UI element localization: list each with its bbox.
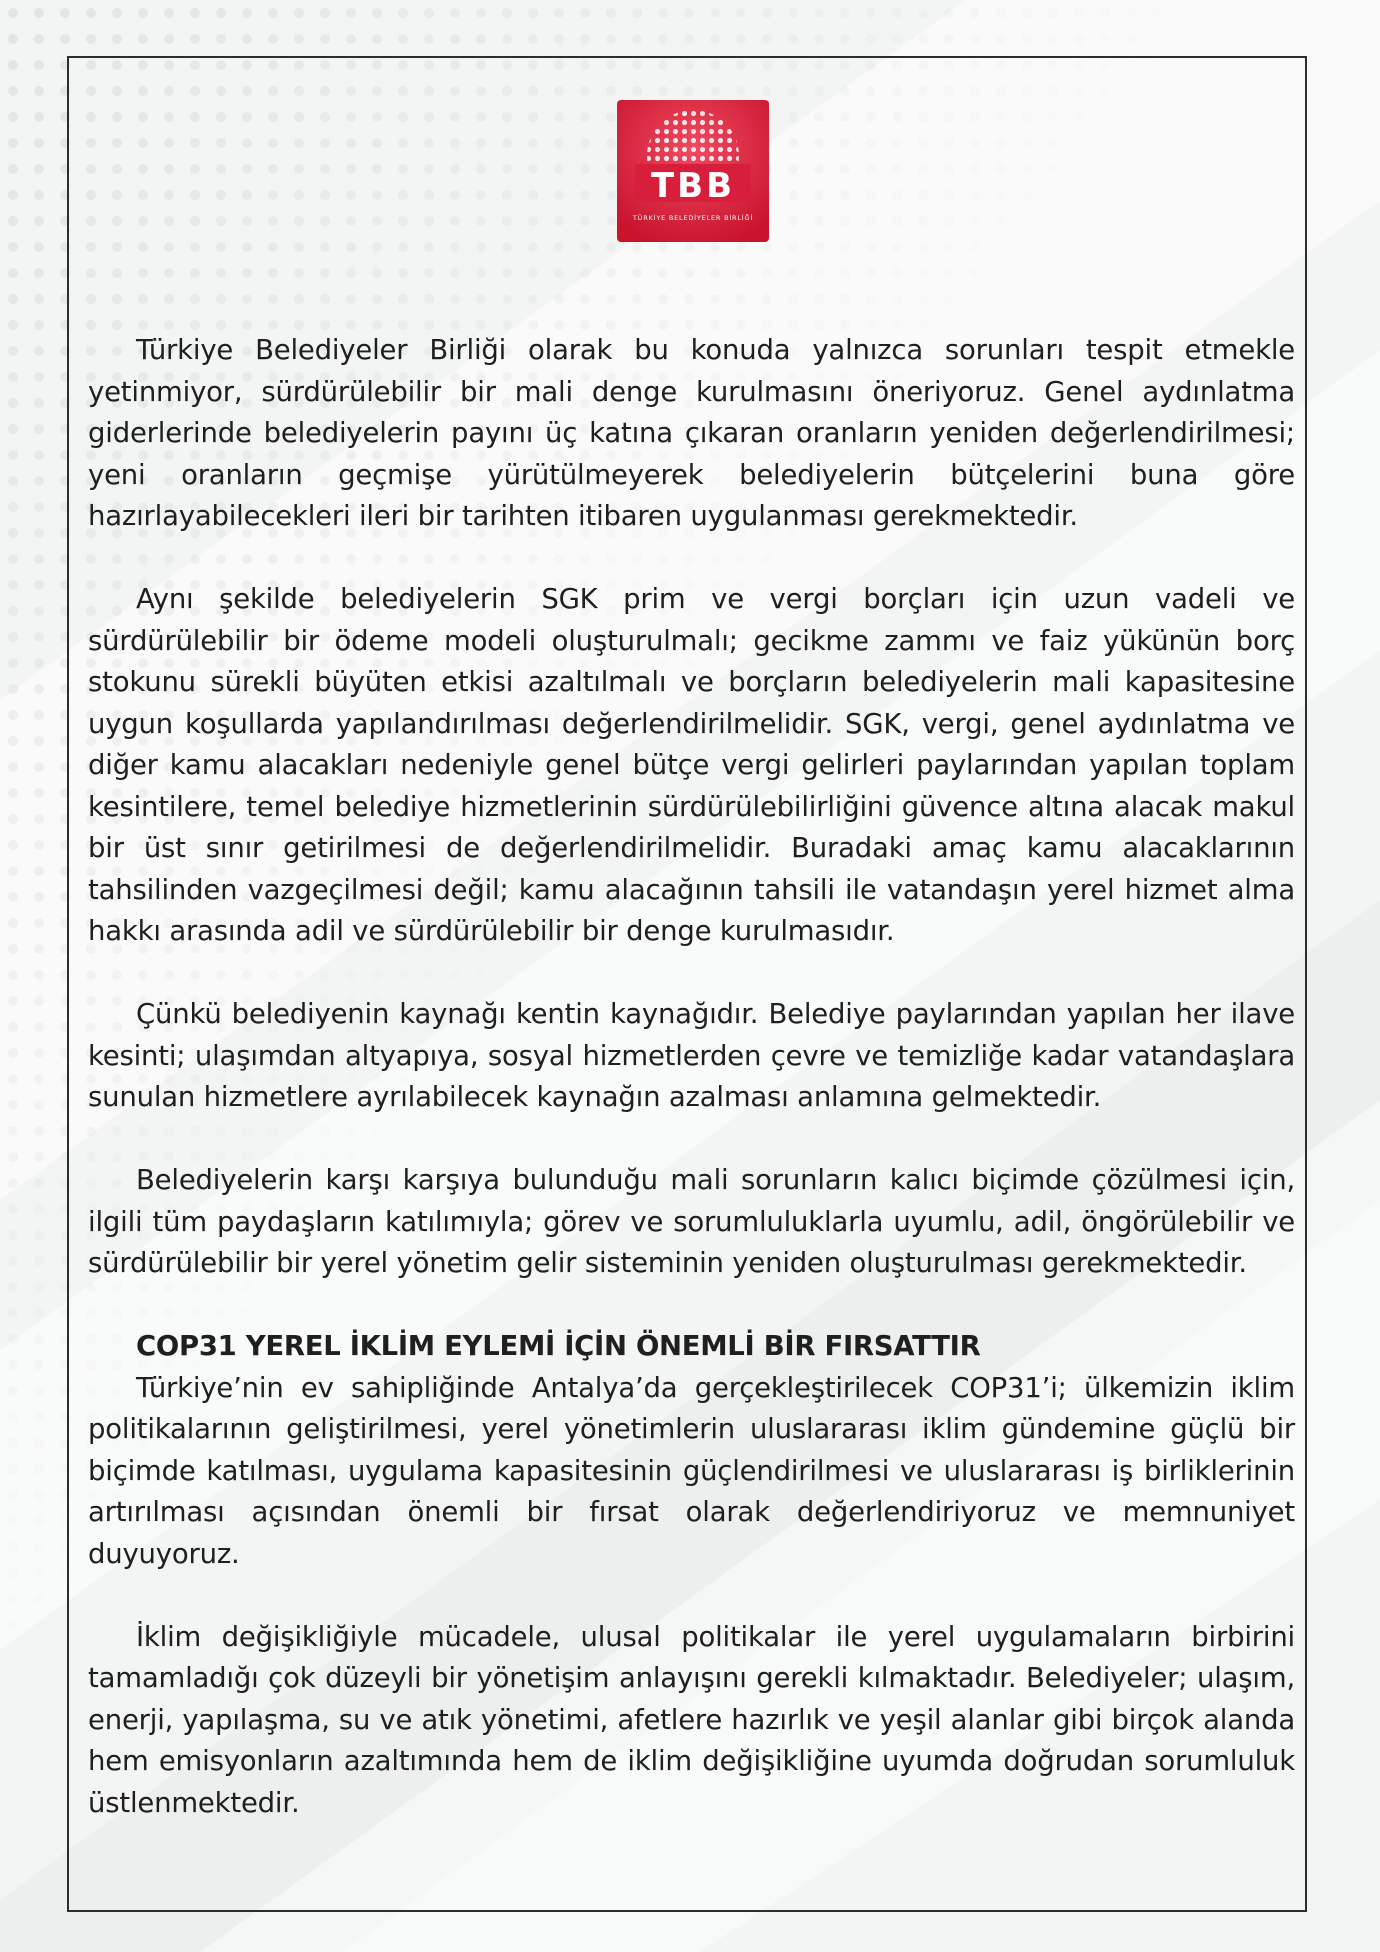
section-heading: COP31 YEREL İKLİM EYLEMİ İÇİN ÖNEMLİ BİR FIRSATTIR [136,1330,981,1362]
paragraph: İklim değişikliğiyle mücadele, ulusal politikalar ile yerel uygulamaların birbirini tamamladığı çok düzeyli bir yönetişim anlayışını gerekli kılmaktadır. Belediyeler; ulaşım, enerji, yapılaşma, su ve atık yönetimi, afetlere hazırlık ve yeşil alanlar gibi birçok alanda hem emisyonların azaltımında hem de iklim değişikliğine uyumda doğrudan sorumluluk üstlenmektedir. [88,1620,1295,1819]
paragraph: Belediyelerin karşı karşıya bulunduğu mali sorunların kalıcı biçimde çözülmesi için, ilgili tüm paydaşların katılımıyla; görev ve sorumluluklarla uyumlu, adil, öngörülebilir ve sürdürülebilir bir yerel yönetim gelir sisteminin yeniden oluşturulması gerekmektedir. [88,1164,1295,1279]
paragraph: Çünkü belediyenin kaynağı kentin kaynağıdır. Belediye paylarından yapılan her ilave kesinti; ulaşımdan altyapıya, sosyal hizmetlerden çevre ve temizliğe kadar vatandaşlara sunulan hizmetlere ayrılabilecek kaynağın azalması anlamına gelmektedir. [88,998,1295,1113]
paragraph: Türkiye’nin ev sahipliğinde Antalya’da gerçekleştirilecek COP31’i; ülkemizin iklim politikalarının geliştirilmesi, yerel yönetimlerin uluslararası iklim gündemine güçlü bir biçimde katılması, uygulama kapasitesinin güçlendirilmesi ve uluslararası iş birliklerinin artırılması açısından önemli bir fırsat olarak değerlendiriyoruz ve memnuniyet duyuyoruz. [88,1371,1295,1570]
paragraph: Türkiye Belediyeler Birliği olarak bu konuda yalnızca sorunları tespit etmekle yetinmiyor, sürdürülebilir bir mali denge kurulmasını öneriyoruz. Genel aydınlatma giderlerinde belediyelerin payını üç katına çıkaran oranların yeniden değerlendirilmesi; yeni oranların geçmişe yürütülmeyerek belediyelerin bütçelerini buna göre hazırlayabilecekleri ileri bir tarihten itibaren uygulanması gerekmektedir. [88,334,1295,532]
document-body [88,330,1295,1866]
paragraph: Aynı şekilde belediyelerin SGK prim ve vergi borçları için uzun vadeli ve sürdürülebilir bir ödeme modeli oluşturulmalı; gecikme zammı ve faiz yükünün borç stokunu sürekli büyüten etkisi azaltılmalı ve borçların belediyelerin mali kapasitesine uygun koşullarda yapılandırılması değerlendirilmelidir. SGK, vergi, genel aydınlatma ve diğer kamu alacakları nedeniyle genel bütçe vergi gelirleri paylarından yapılan toplam kesintilere, temel belediye hizmetlerinin sürdürülebilirliğini güvence altına alacak makul bir üst sınır getirilmesi de değerlendirilmelidir. Buradaki amaç kamu alacaklarının tahsilinden vazgeçilmesi değil; kamu alacağının tahsili ile vatandaşın yerel hizmet alma hakkı arasında adil ve sürdürülebilir bir denge kurulmasıdır. [88,583,1295,947]
logo-abbr: TBB [650,166,736,206]
logo-full-name: TÜRKİYE BELEDİYELER BİRLİĞİ [632,214,754,222]
tbb-logo [617,100,769,242]
